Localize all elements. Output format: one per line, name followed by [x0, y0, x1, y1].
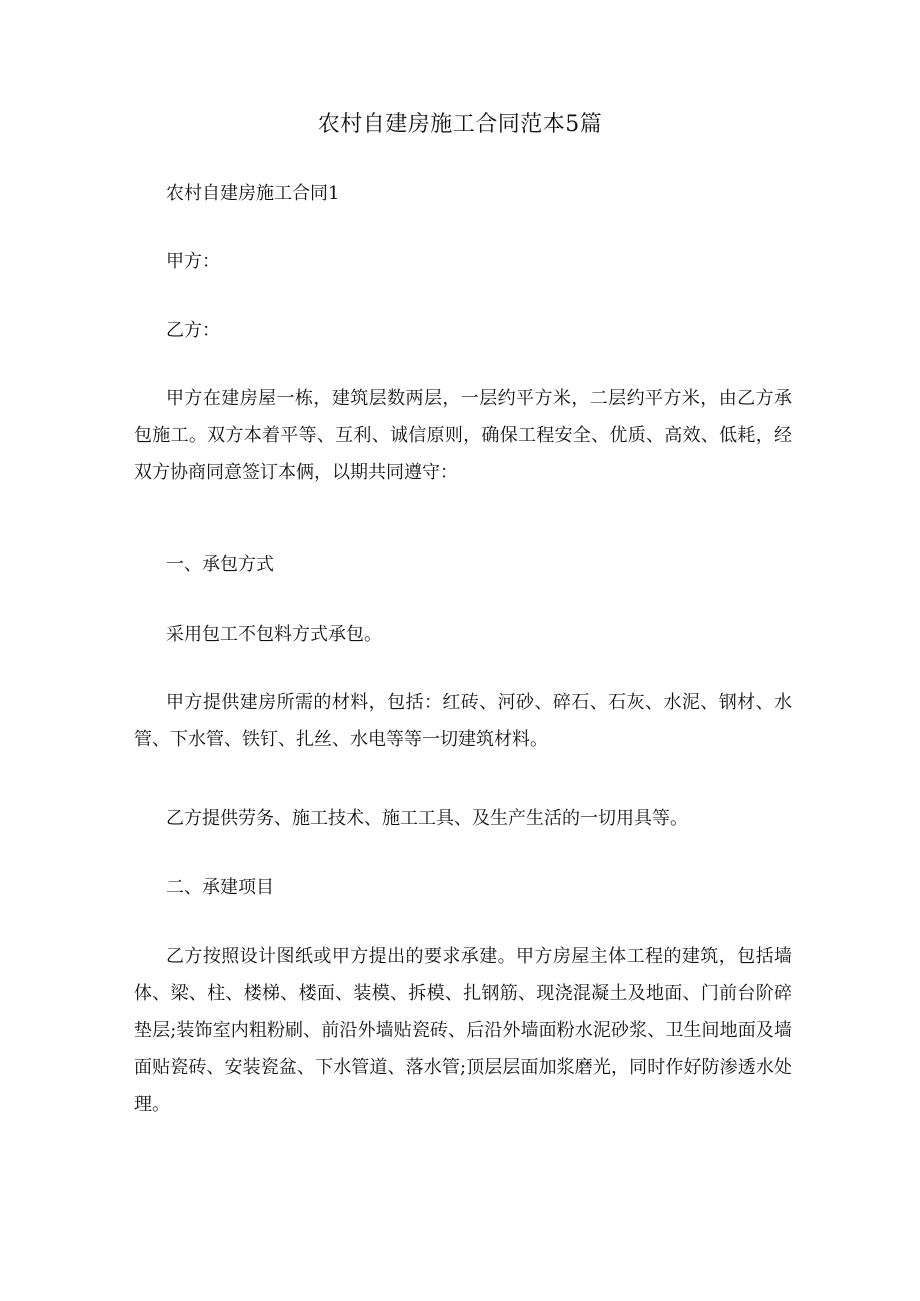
party-a-label: 甲方：: [166, 251, 220, 272]
contract-heading: 农村自建房施工合同1: [166, 183, 340, 204]
labor-paragraph: 乙方提供劳务、施工技术、施工工具、及生产生活的一切用具等。: [166, 808, 688, 829]
document-title: 农村自建房施工合同范本5篇: [317, 112, 603, 137]
intro-paragraph: 甲方在建房屋一栋，建筑层数两层，一层约平方米，二层约平方米，由乙方承包施工。双方本着平等、互利、诚信原则，确保工程安全、优质、高效、低耗，经双方协商同意签订本俩，以期共同遵守：: [134, 388, 792, 483]
section-2-title: 二、承建项目: [166, 877, 274, 898]
materials-paragraph: 甲方提供建房所需的材料，包括：红砖、河砂、碎石、石灰、水泥、钢材、水管、下水管、铁钉、扎丝、水电等等一切建筑材料。: [134, 692, 792, 750]
section-2-body: 乙方按照设计图纸或甲方提出的要求承建。甲方房屋主体工程的建筑，包括墙体、梁、柱、楼梯、楼面、装模、拆模、扎钢筋、现浇混凝土及地面、门前台阶碎垫层;装饰室内粗粉刷、前沿外墙贴瓷砖、后沿外墙面粉水泥砂浆、卫生间地面及墙面贴瓷砖、安装瓷盆、下水管道、落水管;顶层层面加浆磨光，同时作好防渗透水处理。: [134, 946, 792, 1115]
party-b-label: 乙方：: [166, 320, 220, 341]
section-1-title: 一、承包方式: [166, 554, 274, 575]
section-1-body: 采用包工不包料方式承包。: [166, 624, 382, 645]
